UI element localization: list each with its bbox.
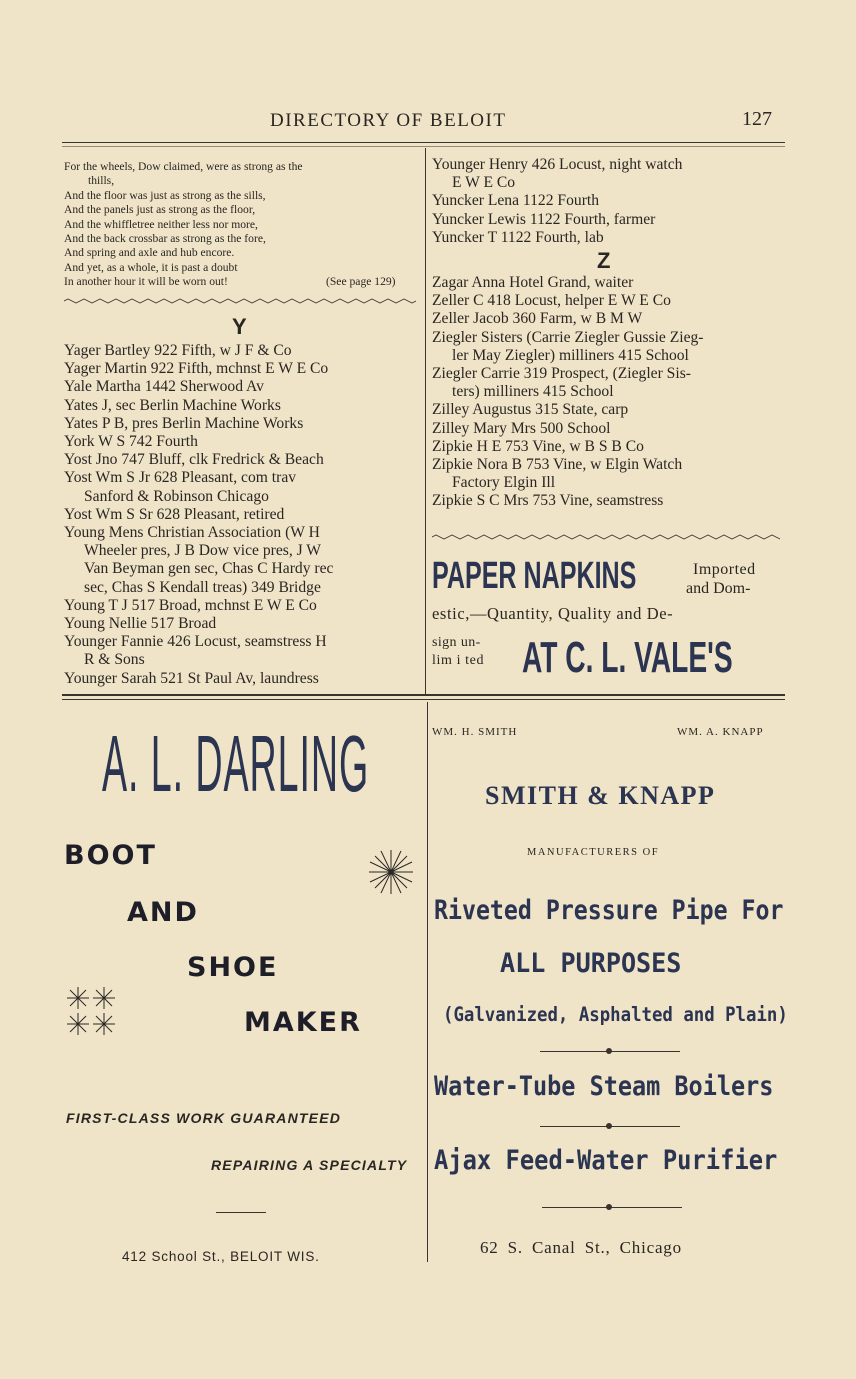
starburst-icon (64, 985, 120, 1037)
darling-boot: BOOT (64, 840, 157, 871)
list-item: Yager Martin 922 Fifth, mchnst E W E Co (64, 360, 329, 378)
list-item: Ziegler Carrie 319 Prospect, (Ziegler Sis- (432, 365, 691, 383)
list-item: Younger Sarah 521 St Paul Av, laundress (64, 669, 319, 687)
list-item-continuation: E W E Co (452, 174, 516, 192)
list-item: York W S 742 Fourth (64, 433, 198, 451)
rule-dot-icon (606, 1204, 612, 1210)
list-item: Yost Wm S Sr 628 Pleasant, retired (64, 505, 285, 523)
smith-product-pipe: Riveted Pressure Pipe For (434, 895, 784, 926)
poem-line (64, 275, 420, 289)
entries-y (64, 342, 333, 688)
section-rule (62, 694, 785, 696)
poem-line: And the floor was just as strong as the sills, (64, 188, 266, 202)
poem-line: thills, (88, 174, 115, 188)
poem-line: And the back crossbar as strong as the fore, (64, 232, 266, 246)
list-item: Zipkie Nora B 753 Vine, w Elgin Watch (432, 456, 683, 474)
poem-line: And yet, as a whole, it is past a doubt (64, 260, 238, 274)
poem-line: And the panels just as strong as the floor, (64, 203, 256, 217)
list-item: Younger Henry 426 Locust, night watch (432, 156, 683, 173)
napkins-headline: PAPER NAPKINS (432, 555, 637, 597)
smith-partner-right: WM. A. KNAPP (677, 726, 764, 738)
list-item-continuation: ler May Ziegler) milliners 415 School (452, 346, 689, 364)
list-item: Young Nellie 517 Broad (64, 615, 217, 633)
list-item: Ziegler Sisters (Carrie Ziegler Gussie Zieg- (432, 328, 704, 346)
wavy-divider (64, 298, 416, 304)
poem-line: For the wheels, Dow claimed, were as strong as the (64, 160, 303, 173)
list-item: Yates P B, pres Berlin Machine Works (64, 414, 304, 432)
smith-subtitle: MANUFACTURERS OF (527, 847, 660, 858)
darling-name: A. L. DARLING (102, 719, 370, 808)
poem-line: And spring and axle and hub encore. (64, 246, 235, 260)
section-letter-y: Y (232, 314, 247, 339)
header-rule (62, 142, 785, 143)
list-item-continuation: R & Sons (84, 651, 145, 669)
napkins-design: sign un- (432, 635, 481, 650)
list-item: Zeller Jacob 360 Farm, w B M W (432, 310, 643, 328)
list-item-continuation: Wheeler pres, J B Dow vice pres, J W (84, 542, 322, 560)
header-rule-thin (62, 146, 785, 147)
darling-maker: MAKER (244, 1007, 362, 1038)
list-item-continuation: Sanford & Robinson Chicago (84, 487, 269, 505)
darling-and: AND (127, 897, 199, 928)
napkins-domestic: and Dom- (686, 580, 751, 597)
page-number: 127 (742, 108, 772, 130)
list-item: Zipkie S C Mrs 753 Vine, seamstress (432, 492, 664, 510)
wavy-divider (432, 534, 782, 540)
list-item: Zeller C 418 Locust, helper E W E Co (432, 292, 671, 310)
rule-dot-icon (606, 1048, 612, 1054)
list-item: Yuncker T 1122 Fourth, lab (432, 228, 604, 246)
smith-firm-name: SMITH & KNAPP (485, 781, 716, 810)
section-letter-z: Z (597, 248, 611, 273)
list-item: Yager Bartley 922 Fifth, w J F & Co (64, 342, 292, 359)
poem-last-line: In another hour it will be worn out! (64, 275, 228, 289)
list-item-continuation: Factory Elgin Ill (452, 474, 556, 492)
smith-product-boilers: Water-Tube Steam Boilers (434, 1071, 774, 1102)
poem-block (64, 160, 420, 290)
list-item-continuation: ters) milliners 415 School (452, 383, 614, 401)
smith-product-finish: (Galvanized, Asphalted and Plain) (443, 1003, 788, 1026)
smith-partner-left: WM. H. SMITH (432, 726, 518, 738)
darling-short-rule (216, 1212, 266, 1213)
smith-product-purifier: Ajax Feed-Water Purifier (434, 1145, 778, 1176)
section-rule-thin (62, 699, 785, 700)
entries-z (432, 274, 704, 511)
napkins-imported: Imported (693, 561, 756, 578)
darling-tagline-guarantee: FIRST-CLASS WORK GUARANTEED (66, 1110, 342, 1126)
rule-dot-icon (606, 1123, 612, 1129)
poem-line: And the whiffletree neither less nor more, (64, 217, 258, 231)
darling-address: 412 School St., BELOIT WIS. (122, 1249, 320, 1264)
list-item: Yale Martha 1442 Sherwood Av (64, 378, 264, 396)
list-item-continuation: sec, Chas S Kendall treas) 349 Bridge (84, 578, 321, 596)
list-item: Yates J, sec Berlin Machine Works (64, 396, 281, 414)
column-divider (425, 148, 426, 694)
ad-divider (427, 702, 428, 1262)
list-item: Zilley Augustus 315 State, carp (432, 401, 629, 419)
entries-right-top (432, 156, 682, 247)
napkins-vendor: AT C. L. VALE'S (522, 633, 733, 682)
smith-address: 62 S. Canal St., Chicago (480, 1238, 682, 1257)
smith-product-purposes: ALL PURPOSES (500, 948, 682, 979)
list-item: Zilley Mary Mrs 500 School (432, 419, 611, 437)
napkins-unlimited: lim i ted (432, 653, 485, 668)
list-item: Yost Jno 747 Bluff, clk Fredrick & Beach (64, 451, 324, 469)
list-item: Young T J 517 Broad, mchnst E W E Co (64, 596, 317, 614)
poem-reference: (See page 129) (326, 275, 396, 289)
list-item: Yuncker Lewis 1122 Fourth, farmer (432, 210, 656, 228)
list-item: Younger Fannie 426 Locust, seamstress H (64, 633, 327, 651)
smith-rule (542, 1207, 682, 1208)
list-item: Yost Wm S Jr 628 Pleasant, com trav (64, 469, 297, 487)
running-header: DIRECTORY OF BELOIT (270, 110, 507, 131)
napkins-quantity: estic,—Quantity, Quality and De- (432, 604, 674, 623)
list-item-continuation: Van Beyman gen sec, Chas C Hardy rec (84, 560, 334, 578)
list-item: Zagar Anna Hotel Grand, waiter (432, 274, 634, 291)
list-item: Yuncker Lena 1122 Fourth (432, 192, 600, 210)
list-item: Zipkie H E 753 Vine, w B S B Co (432, 437, 644, 455)
starburst-icon (366, 847, 416, 897)
list-item: Young Mens Christian Association (W H (64, 524, 320, 542)
darling-shoe: SHOE (187, 952, 279, 983)
darling-tagline-repairing: REPAIRING A SPECIALTY (211, 1157, 408, 1173)
